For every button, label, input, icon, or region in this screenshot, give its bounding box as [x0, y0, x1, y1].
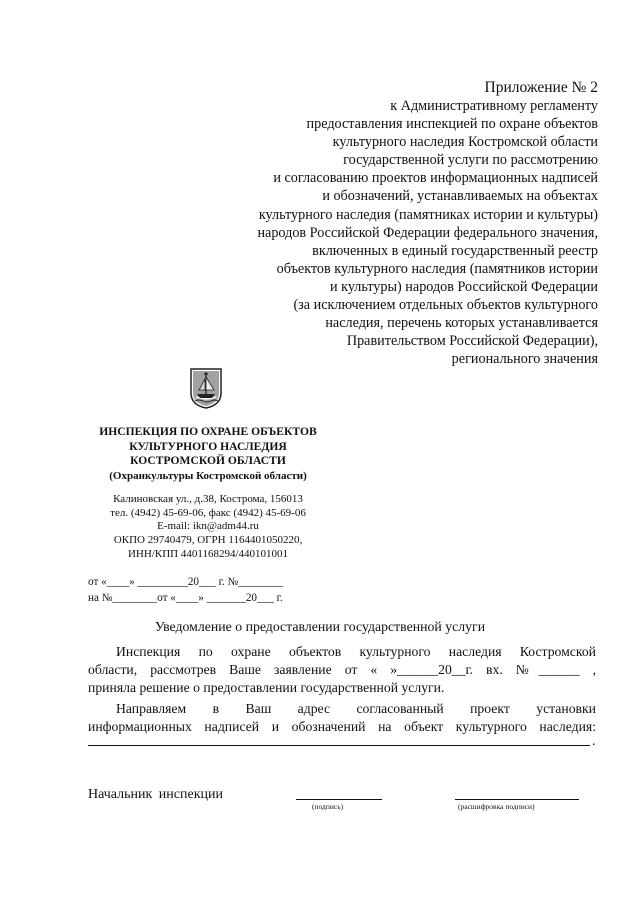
registration-line-outgoing: от «____» _________20___ г. №________ [88, 576, 283, 588]
notice-text-line: приняла решение о предоставлении государственной услуги. [88, 680, 445, 695]
notice-text-line: информационных надписей и обозначений на объект культурного наследия: [88, 719, 596, 734]
appendix-title: Приложение № 2 [484, 79, 598, 96]
signature-line [296, 799, 382, 800]
org-short-name: (Охранкультуры Костромской области) [109, 469, 307, 482]
appendix-line: и согласованию проектов информационных надписей [273, 170, 598, 187]
appendix-line: народов Российской Федерации федерального значения, [257, 224, 598, 241]
appendix-line: государственной услуги по рассмотрению [343, 152, 598, 169]
appendix-line: культурного наследия Костромской области [332, 134, 598, 151]
signature-decode-caption: (расшифровка подписи) [458, 802, 535, 811]
appendix-line: (за исключением отдельных объектов культурного [293, 297, 598, 314]
notice-text-line: области, рассмотрев Ваше заявление от « »______20__г. вх. №______ , [88, 662, 596, 677]
appendix-line: регионального значения [451, 351, 598, 368]
registration-line-incoming: на №________от «____» _______20___ г. [88, 592, 283, 604]
appendix-line: объектов культурного наследия (памятников истории [276, 260, 598, 277]
org-email: E-mail: ikn@adm44.ru [157, 520, 259, 533]
appendix-line: Правительством Российской Федерации), [346, 333, 598, 350]
org-okpo: ОКПО 29740479, ОГРН 1164401050220, [113, 534, 303, 547]
org-name-line: КУЛЬТУРНОГО НАСЛЕДИЯ [129, 439, 287, 453]
organization-name [88, 425, 328, 483]
signature-caption: (подпись) [312, 802, 344, 811]
organization-contacts [88, 493, 328, 562]
appendix-line: культурного наследия (памятниках истории и культуры) [258, 206, 598, 223]
notice-text-line: Направляем в Ваш адрес согласованный проект установки [116, 701, 596, 716]
signature-decode-line [455, 799, 579, 800]
org-inn: ИНН/КПП 4401168294/440101001 [127, 547, 288, 560]
appendix-line: и обозначений, устанавливаемых на объектах [322, 188, 598, 205]
appendix-line: наследия, перечень которых устанавливается [325, 315, 598, 332]
object-name-blank-line [88, 745, 590, 746]
org-address: Калиновская ул., д.38, Кострома, 156013 [113, 493, 303, 505]
notice-text-line: Инспекция по охране объектов культурного наследия Костромской [116, 644, 596, 659]
appendix-line: включенных в единый государственный реестр [312, 242, 598, 259]
line-end-period: . [592, 733, 596, 748]
signer-position: Начальник инспекции [88, 787, 223, 802]
appendix-line: и культуры) народов Российской Федерации [329, 278, 598, 295]
notice-heading: Уведомление о предоставлении государственной услуги [154, 619, 486, 634]
appendix-line: к Административному регламенту [390, 98, 598, 114]
org-phone: тел. (4942) 45-69-06, факс (4942) 45-69-06 [110, 506, 306, 519]
org-name-line: КОСТРОМСКОЙ ОБЛАСТИ [130, 454, 286, 468]
appendix-block [178, 78, 598, 368]
kostroma-coat-of-arms-icon [189, 367, 223, 409]
org-name-line: ИНСПЕКЦИЯ ПО ОХРАНЕ ОБЪЕКТОВ [99, 425, 317, 438]
appendix-line: предоставления инспекцией по охране объектов [306, 116, 598, 133]
